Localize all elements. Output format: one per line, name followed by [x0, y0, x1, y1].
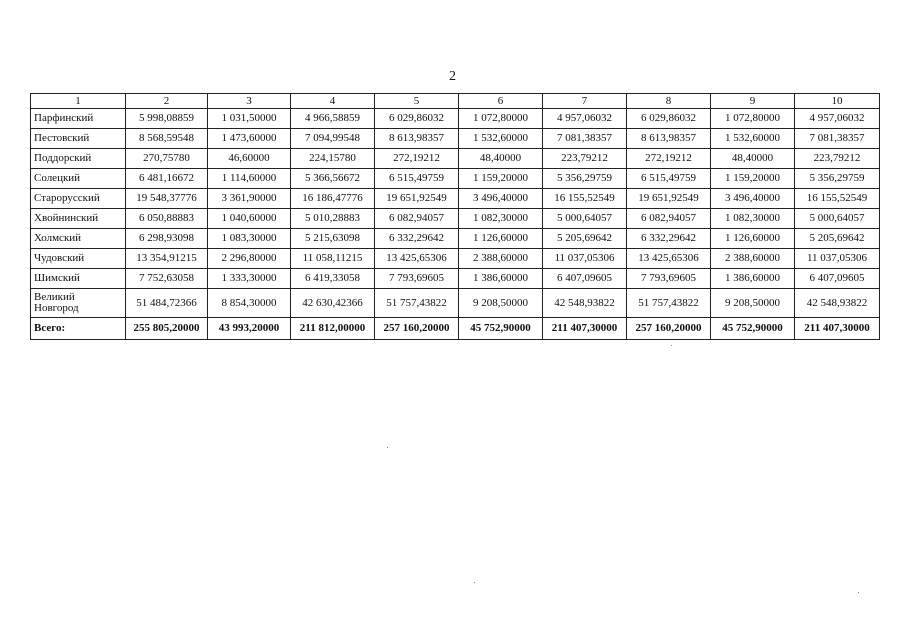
table-cell: 16 155,52549 [795, 189, 880, 209]
table-cell: 9 208,50000 [711, 289, 795, 318]
table-cell: 6 515,49759 [375, 169, 459, 189]
table-cell: 1 386,60000 [711, 269, 795, 289]
table-cell: 5 215,63098 [291, 229, 375, 249]
total-cell: 257 160,20000 [375, 318, 459, 340]
table-row [31, 229, 880, 249]
district-name: Поддорский [31, 149, 126, 169]
table-cell: 8 613,98357 [627, 129, 711, 149]
total-label: Всего: [31, 318, 126, 340]
table-cell: 1 126,60000 [711, 229, 795, 249]
table-cell: 13 354,91215 [126, 249, 208, 269]
table-cell: 8 568,59548 [126, 129, 208, 149]
table-cell: 1 473,60000 [208, 129, 291, 149]
table-cell: 6 029,86032 [627, 109, 711, 129]
table-cell: 1 159,20000 [711, 169, 795, 189]
table-cell: 6 332,29642 [375, 229, 459, 249]
table-row [31, 169, 880, 189]
table-cell: 1 072,80000 [711, 109, 795, 129]
table-cell: 6 029,86032 [375, 109, 459, 129]
table-cell: 6 332,29642 [627, 229, 711, 249]
total-cell: 45 752,90000 [711, 318, 795, 340]
table-cell: 8 854,30000 [208, 289, 291, 318]
table-row [31, 129, 880, 149]
column-header: 5 [375, 94, 459, 109]
table-cell: 51 757,43822 [375, 289, 459, 318]
table-cell: 6 515,49759 [627, 169, 711, 189]
table-cell: 5 366,56672 [291, 169, 375, 189]
table-row [31, 249, 880, 269]
table-cell: 223,79212 [795, 149, 880, 169]
table-cell: 1 532,60000 [711, 129, 795, 149]
table-cell: 6 419,33058 [291, 269, 375, 289]
district-name: Пестовский [31, 129, 126, 149]
table-cell: 16 155,52549 [543, 189, 627, 209]
table-cell: 2 388,60000 [711, 249, 795, 269]
table-cell: 11 058,11215 [291, 249, 375, 269]
table-cell: 7 793,69605 [627, 269, 711, 289]
column-header: 4 [291, 94, 375, 109]
table-cell: 7 793,69605 [375, 269, 459, 289]
table-cell: 6 407,09605 [543, 269, 627, 289]
table-cell: 2 296,80000 [208, 249, 291, 269]
table-cell: 3 496,40000 [459, 189, 543, 209]
table-cell: 4 957,06032 [543, 109, 627, 129]
district-name: Старорусский [31, 189, 126, 209]
table-cell: 5 010,28883 [291, 209, 375, 229]
table-cell: 7 081,38357 [795, 129, 880, 149]
table-cell: 1 532,60000 [459, 129, 543, 149]
table-cell: 51 757,43822 [627, 289, 711, 318]
table-cell: 6 407,09605 [795, 269, 880, 289]
table-cell: 3 496,40000 [711, 189, 795, 209]
scan-speck [387, 447, 388, 448]
total-cell: 211 407,30000 [543, 318, 627, 340]
table-cell: 6 481,16672 [126, 169, 208, 189]
table-cell: 7 094,99548 [291, 129, 375, 149]
column-header: 8 [627, 94, 711, 109]
table-cell: 16 186,47776 [291, 189, 375, 209]
total-cell: 211 407,30000 [795, 318, 880, 340]
table-cell: 9 208,50000 [459, 289, 543, 318]
table-cell: 224,15780 [291, 149, 375, 169]
table-cell: 1 072,80000 [459, 109, 543, 129]
table-cell: 6 050,88883 [126, 209, 208, 229]
district-name: Чудовский [31, 249, 126, 269]
table-cell: 272,19212 [627, 149, 711, 169]
table-cell: 13 425,65306 [375, 249, 459, 269]
table-row [31, 109, 880, 129]
table-cell: 270,75780 [126, 149, 208, 169]
total-row [31, 318, 880, 340]
table-cell: 5 000,64057 [795, 209, 880, 229]
table-cell: 1 082,30000 [459, 209, 543, 229]
district-name: Парфинский [31, 109, 126, 129]
table-cell: 51 484,72366 [126, 289, 208, 318]
table-cell: 6 298,93098 [126, 229, 208, 249]
table-cell: 1 126,60000 [459, 229, 543, 249]
total-cell: 257 160,20000 [627, 318, 711, 340]
table-row [31, 189, 880, 209]
table-cell: 6 082,94057 [627, 209, 711, 229]
table-cell: 1 333,30000 [208, 269, 291, 289]
table-cell: 1 386,60000 [459, 269, 543, 289]
table-cell: 5 205,69642 [795, 229, 880, 249]
table-cell: 11 037,05306 [543, 249, 627, 269]
table-cell: 11 037,05306 [795, 249, 880, 269]
district-name: Холмский [31, 229, 126, 249]
table-row [31, 209, 880, 229]
page-number: 2 [449, 69, 456, 84]
data-table [30, 93, 880, 340]
district-name: Хвойнинский [31, 209, 126, 229]
table-cell: 7 081,38357 [543, 129, 627, 149]
table-cell: 4 957,06032 [795, 109, 880, 129]
table-cell: 1 114,60000 [208, 169, 291, 189]
column-header: 6 [459, 94, 543, 109]
table-cell: 8 613,98357 [375, 129, 459, 149]
table-row [31, 289, 880, 318]
district-name: Великий Новгород [31, 289, 126, 318]
table-row [31, 269, 880, 289]
column-header: 10 [795, 94, 880, 109]
table-cell: 5 356,29759 [795, 169, 880, 189]
total-cell: 255 805,20000 [126, 318, 208, 340]
table-row [31, 149, 880, 169]
table-cell: 6 082,94057 [375, 209, 459, 229]
total-cell: 45 752,90000 [459, 318, 543, 340]
column-header: 7 [543, 94, 627, 109]
table-cell: 42 548,93822 [795, 289, 880, 318]
scan-speck [671, 345, 672, 346]
table-cell: 19 651,92549 [627, 189, 711, 209]
column-header: 3 [208, 94, 291, 109]
table-cell: 5 000,64057 [543, 209, 627, 229]
table-cell: 2 388,60000 [459, 249, 543, 269]
column-header: 2 [126, 94, 208, 109]
table-cell: 1 083,30000 [208, 229, 291, 249]
table-cell: 3 361,90000 [208, 189, 291, 209]
table-cell: 1 159,20000 [459, 169, 543, 189]
district-name: Шимский [31, 269, 126, 289]
table-cell: 48,40000 [459, 149, 543, 169]
table-body [31, 109, 880, 340]
total-cell: 43 993,20000 [208, 318, 291, 340]
column-header: 9 [711, 94, 795, 109]
table-cell: 13 425,65306 [627, 249, 711, 269]
table-cell: 42 548,93822 [543, 289, 627, 318]
scan-speck [474, 582, 475, 583]
table-cell: 19 548,37776 [126, 189, 208, 209]
table-cell: 5 205,69642 [543, 229, 627, 249]
total-cell: 211 812,00000 [291, 318, 375, 340]
table-cell: 223,79212 [543, 149, 627, 169]
scan-speck [858, 592, 859, 593]
table-cell: 272,19212 [375, 149, 459, 169]
table-cell: 1 082,30000 [711, 209, 795, 229]
table-cell: 42 630,42366 [291, 289, 375, 318]
table-cell: 48,40000 [711, 149, 795, 169]
table-cell: 4 966,58859 [291, 109, 375, 129]
table-cell: 5 356,29759 [543, 169, 627, 189]
table-cell: 1 031,50000 [208, 109, 291, 129]
table-cell: 19 651,92549 [375, 189, 459, 209]
header-row [31, 94, 880, 109]
table-cell: 46,60000 [208, 149, 291, 169]
district-name: Солецкий [31, 169, 126, 189]
column-header: 1 [31, 94, 126, 109]
table-cell: 5 998,08859 [126, 109, 208, 129]
table-cell: 7 752,63058 [126, 269, 208, 289]
table-cell: 1 040,60000 [208, 209, 291, 229]
